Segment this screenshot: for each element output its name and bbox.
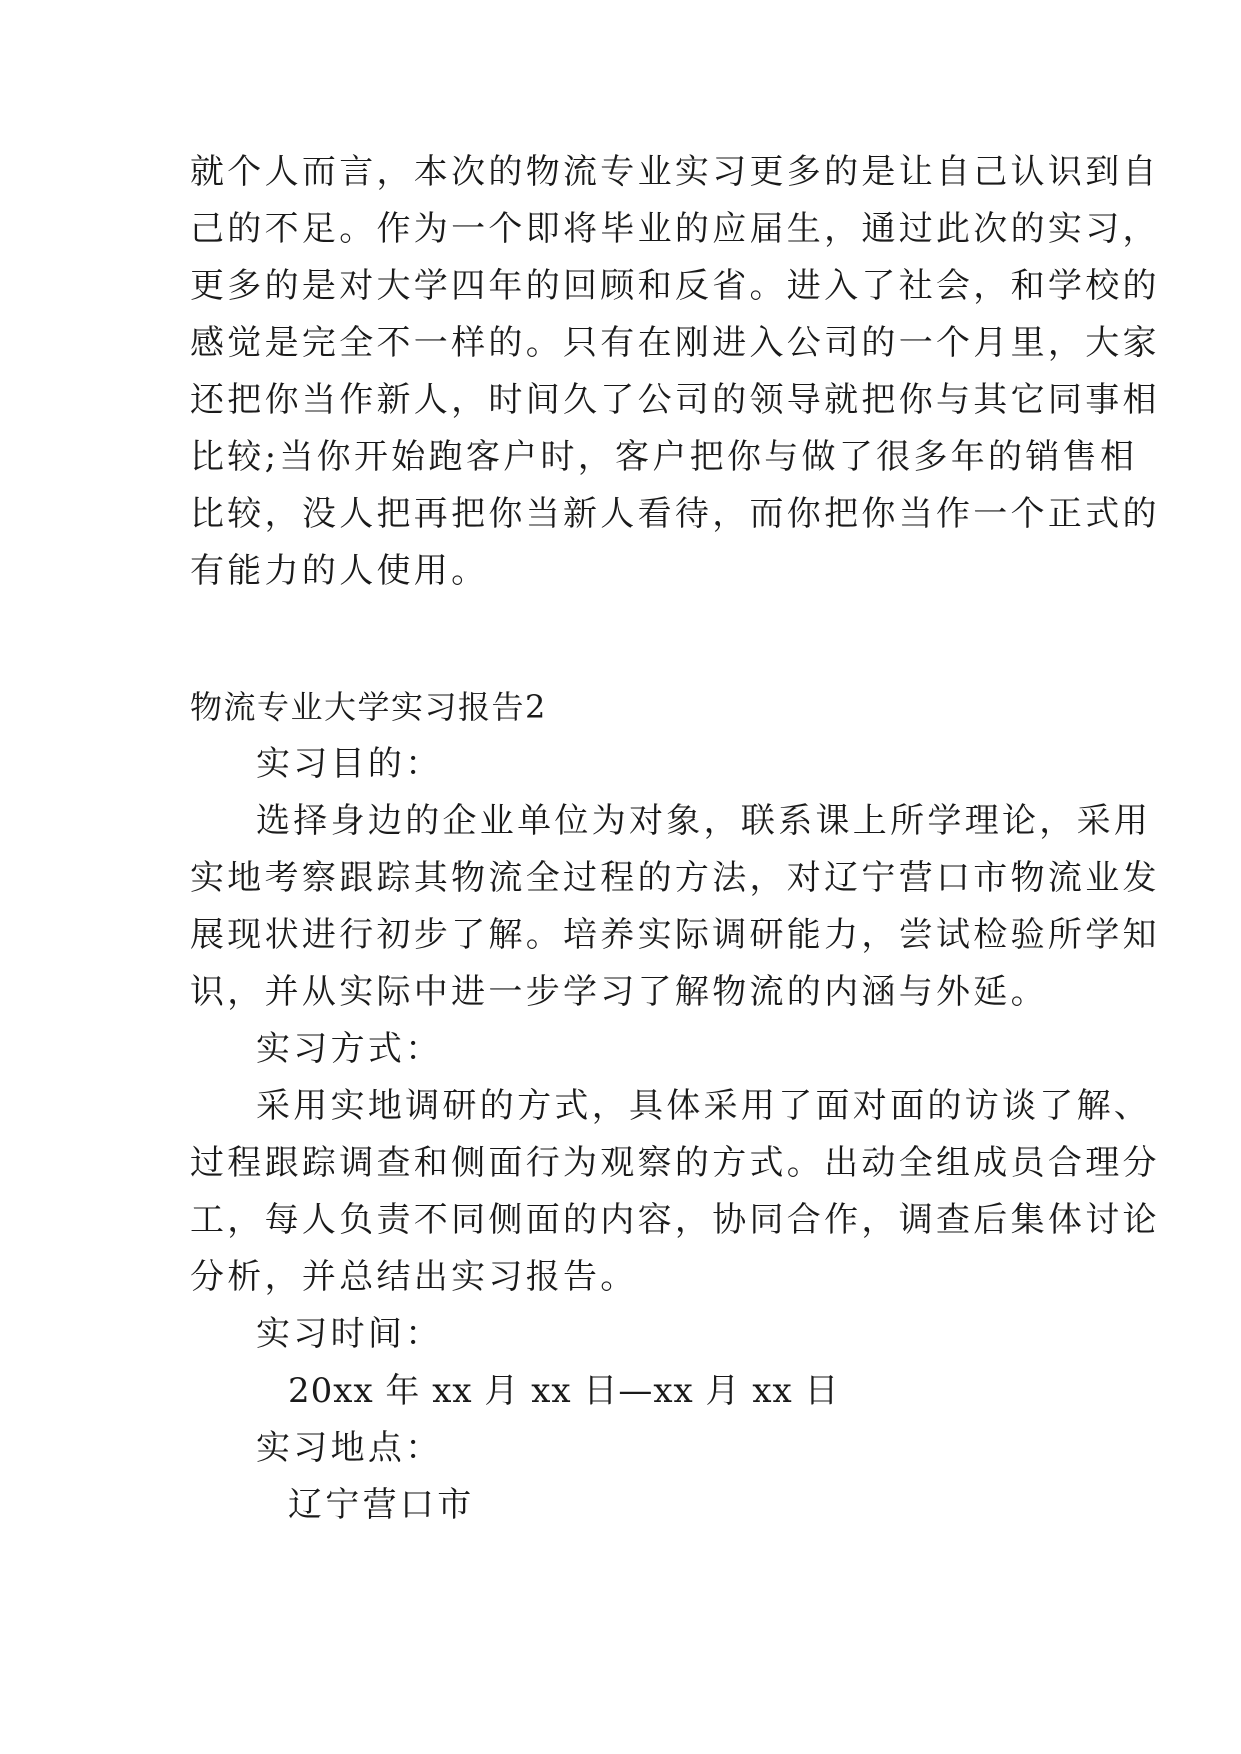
intro-line: 己的不足。作为一个即将毕业的应届生，通过此次的实习，	[190, 209, 1160, 249]
purpose-heading: 实习目的：	[256, 744, 443, 784]
intro-line: 有能力的人使用。	[190, 551, 489, 591]
intro-line: 就个人而言，本次的物流专业实习更多的是让自己认识到自	[190, 152, 1160, 192]
method-line: 分析，并总结出实习报告。	[190, 1257, 638, 1297]
intro-line: 比较;当你开始跑客户时，客户把你与做了很多年的销售相	[190, 437, 1138, 477]
intro-line: 比较，没人把再把你当新人看待，而你把你当作一个正式的	[190, 494, 1160, 534]
purpose-line: 实地考察跟踪其物流全过程的方法，对辽宁营口市物流业发	[190, 858, 1160, 898]
section-title: 物流专业大学实习报告2	[190, 688, 547, 726]
intro-line: 更多的是对大学四年的回顾和反省。进入了社会，和学校的	[190, 266, 1160, 306]
time-value: 20xx 年 xx 月 xx 日—xx 月 xx 日	[288, 1371, 840, 1411]
method-line: 过程跟踪调查和侧面行为观察的方式。出动全组成员合理分	[190, 1143, 1160, 1183]
method-heading: 实习方式：	[256, 1029, 443, 1069]
location-value: 辽宁营口市	[288, 1485, 475, 1525]
time-heading: 实习时间：	[256, 1314, 443, 1354]
purpose-line: 识，并从实际中进一步学习了解物流的内涵与外延。	[190, 972, 1048, 1012]
method-line: 工，每人负责不同侧面的内容，协同合作，调查后集体讨论	[190, 1200, 1160, 1240]
intro-line: 还把你当作新人，时间久了公司的领导就把你与其它同事相	[190, 380, 1160, 420]
intro-line: 感觉是完全不一样的。只有在刚进入公司的一个月里，大家	[190, 323, 1160, 363]
purpose-line: 选择身边的企业单位为对象，联系课上所学理论，采用	[256, 801, 1152, 841]
method-line: 采用实地调研的方式，具体采用了面对面的访谈了解、	[256, 1086, 1152, 1126]
location-heading: 实习地点：	[256, 1428, 443, 1468]
purpose-line: 展现状进行初步了解。培养实际调研能力，尝试检验所学知	[190, 915, 1160, 955]
